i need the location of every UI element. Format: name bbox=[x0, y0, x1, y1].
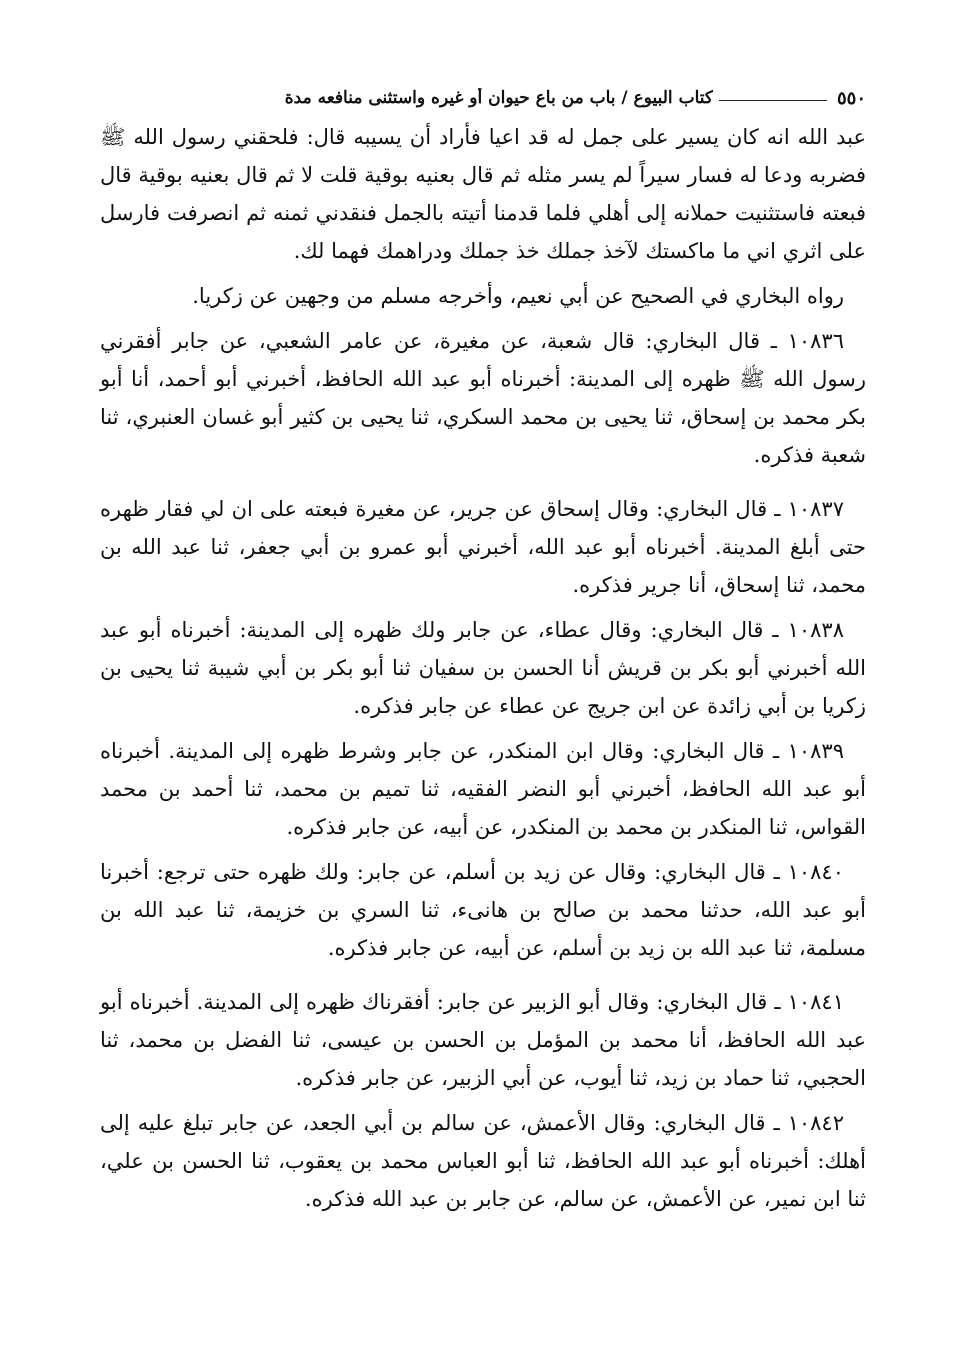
paragraph-hadith-10839: ١٠٨٣٩ ـ قال البخاري: وقال ابن المنكدر، عن جابر وشرط ظهره إلى المدينة. أخبرناه أبو عبد الله الحافظ، أخبرني أبو النضر الفقيه، ثنا تميم بن محمد، ثنا أحمد بن محمد القواس، ثنا المنكدر بن محمد بن المنكدر، عن أبيه، عن جابر فذكره. bbox=[100, 739, 866, 839]
paragraph-hadith-10837: ١٠٨٣٧ ـ قال البخاري: وقال إسحاق عن جرير، عن مغيرة فبعته على ان لي فقار ظهره حتى أبلغ المدينة. أخبرناه أبو عبد الله، أخبرني أبو عمرو بن أبي جعفر، ثنا عبد الله بن محمد، ثنا إسحاق، أنا جرير فذكره. bbox=[100, 497, 866, 597]
header-rule bbox=[719, 100, 827, 101]
paragraph-hadith-10840: ١٠٨٤٠ ـ قال البخاري: وقال عن زيد بن أسلم، عن جابر: ولك ظهره حتى ترجع: أخبرنا أبو عبد الله، حدثنا محمد بن صالح بن هانىء، ثنا السري بن خزيمة، ثنا عبد الله بن مسلمة، ثنا عبد الله بن زيد بن أسلم، عن أبيه، عن جابر فذكره. bbox=[100, 860, 866, 960]
running-title: كتاب البيوع / باب من باع حيوان أو غيره واستثنى منافعه مدة bbox=[284, 88, 713, 108]
paragraph-hadith-10836: ١٠٨٣٦ ـ قال البخاري: قال شعبة، عن مغيرة، عن عامر الشعبي، عن جابر أفقرني رسول الله ﷺ ظهره إلى المدينة: أخبرناه أبو عبد الله الحافظ، أخبرني أبو أحمد، أنا أبو بكر محمد بن إسحاق، ثنا يحيى بن محمد السكري، ثنا يحيى بن كثير أبو غسان العنبري، ثنا شعبة فذكره. bbox=[100, 329, 866, 467]
paragraph-hadith-10842: ١٠٨٤٢ ـ قال البخاري: وقال الأعمش، عن سالم بن أبي الجعد، عن جابر تبلغ عليه إلى أهلك: أخبرناه أبو عبد الله الحافظ، ثنا أبو العباس محمد بن يعقوب، ثنا الحسن بن علي، ثنا ابن نمير، عن الأعمش، عن سالم، عن جابر بن عبد الله فذكره. bbox=[100, 1111, 866, 1211]
page-body bbox=[100, 78, 866, 1225]
page-number: ٥٥٠ bbox=[836, 87, 866, 109]
paragraph-continuation: عبد الله انه كان يسير على جمل له قد اعيا فأراد أن يسيبه قال: فلحقني رسول الله ﷺ فضربه ودعا له فسار سيراً لم يسر مثله ثم قال بعنيه بوقية قلت لا ثم قال بعنيه بوقية قال فبعته فاستثنيت حملانه إلى أهلي فلما قدمنا أتيته بالجمل فنقدني ثمنه ثم انصرفت فارسل على اثري اني ما ماكستك لآخذ جملك خذ جملك ودراهمك فهما لك. bbox=[100, 125, 866, 263]
running-header bbox=[100, 78, 866, 118]
paragraph-narration-note: رواه البخاري في الصحيح عن أبي نعيم، وأخرجه مسلم من وجهين عن زكريا. bbox=[192, 284, 844, 308]
paragraph-hadith-10838: ١٠٨٣٨ ـ قال البخاري: وقال عطاء، عن جابر ولك ظهره إلى المدينة: أخبرناه أبو عبد الله أخبرني أبو بكر بن قريش أنا الحسن بن سفيان ثنا أبو بكر بن أبي شيبة ثنا يحيى بن زكريا بن أبي زائدة عن ابن جريج عن عطاء عن جابر فذكره. bbox=[100, 618, 866, 718]
paragraph-hadith-10841: ١٠٨٤١ ـ قال البخاري: وقال أبو الزبير عن جابر: أفقرناك ظهره إلى المدينة. أخبرناه أبو عبد الله الحافظ، أنا محمد بن المؤمل بن الحسن بن عيسى، ثنا الفضل بن محمد، ثنا الحجبي، ثنا حماد بن زيد، ثنا أيوب، عن أبي الزبير، عن جابر فذكره. bbox=[100, 990, 866, 1090]
